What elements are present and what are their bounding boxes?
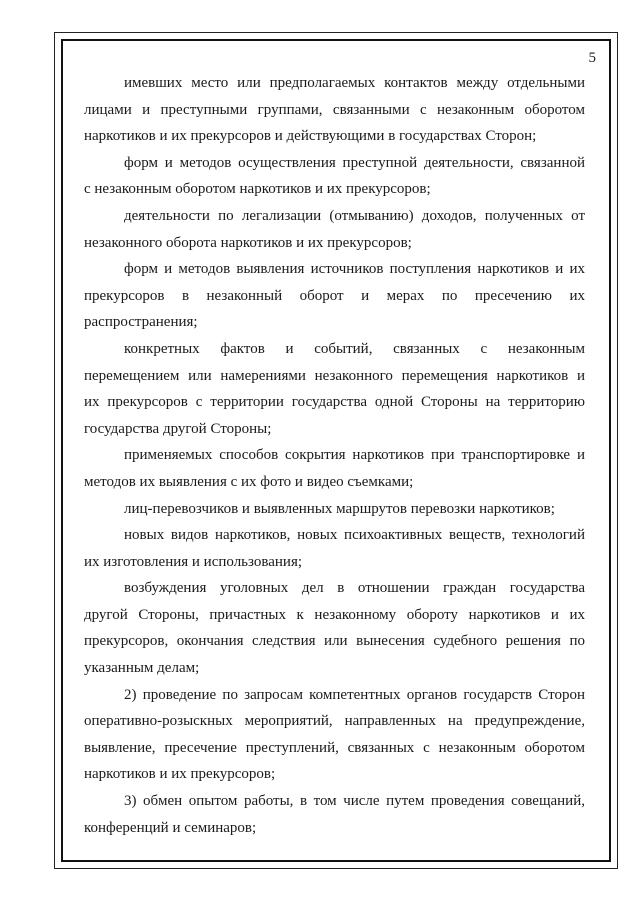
text-line: распространения;: [84, 314, 198, 331]
text-line: 2) проведение по запросам компетентных органов государств Сторон: [124, 686, 585, 703]
text-line: методов их выявления с их фото и видео съемками;: [84, 473, 414, 490]
text-line: государства другой Стороны;: [84, 420, 272, 437]
text-line: другой Стороны, причастных к незаконному обороту наркотиков и их: [84, 606, 585, 623]
text-line: их изготовления и использования;: [84, 553, 303, 570]
text-line: конференций и семинаров;: [84, 819, 257, 836]
text-line: оперативно-розыскных мероприятий, направленных на предупреждение,: [84, 713, 585, 730]
text-line: наркотиков и их прекурсоров и действующими в государствах Сторон;: [84, 128, 537, 145]
text-line: незаконного оборота наркотиков и их прекурсоров;: [84, 234, 412, 251]
text-line: 3) обмен опытом работы, в том числе путем проведения совещаний,: [124, 793, 585, 810]
text-line: с незаконным оборотом наркотиков и их прекурсоров;: [84, 181, 431, 198]
text-line: деятельности по легализации (отмыванию) доходов, полученных от: [124, 207, 585, 224]
text-line: перемещением или намерениями незаконного перемещения наркотиков и: [84, 367, 585, 384]
text-line: лиц-перевозчиков и выявленных маршрутов перевозки наркотиков;: [124, 500, 555, 517]
text-line: форм и методов осуществления преступной деятельности, связанной: [124, 154, 585, 171]
text-line: конкретных фактов и событий, связанных с незаконным: [124, 340, 585, 357]
page-number: 5: [588, 50, 596, 66]
text-line: указанным делам;: [84, 660, 200, 677]
text-line: прекурсоров, окончания следствия или вынесения судебного решения по: [84, 633, 585, 650]
text-line: новых видов наркотиков, новых психоактивных веществ, технологий: [124, 527, 585, 544]
text-line: лицами и преступными группами, связанными с незаконным оборотом: [84, 101, 585, 118]
text-line: их прекурсоров с территории государства одной Стороны на территорию: [84, 394, 585, 411]
text-line: выявление, пресечение преступлений, связанных с незаконным оборотом: [84, 739, 585, 756]
text-line: имевших место или предполагаемых контактов между отдельными: [124, 75, 585, 91]
document-body: [84, 70, 585, 841]
text-line: применяемых способов сокрытия наркотиков при транспортировке и: [124, 447, 585, 464]
text-line: наркотиков и их прекурсоров;: [84, 766, 276, 783]
text-line: возбуждения уголовных дел в отношении граждан государства: [124, 580, 585, 597]
text-line: форм и методов выявления источников поступления наркотиков и их: [124, 261, 585, 278]
text-line: прекурсоров в незаконный оборот и мерах по пресечению их: [84, 287, 585, 304]
